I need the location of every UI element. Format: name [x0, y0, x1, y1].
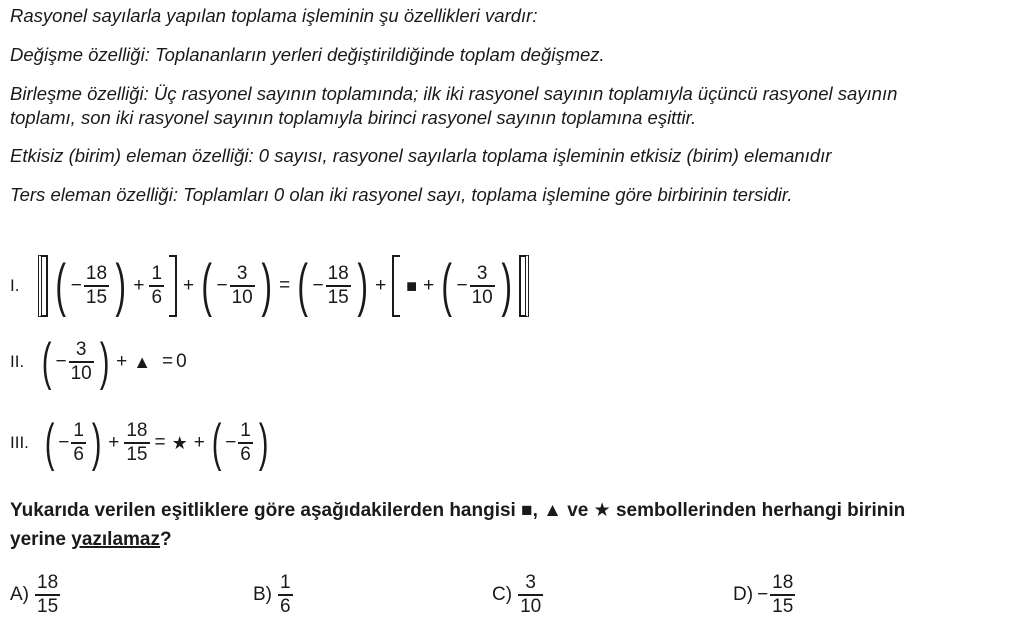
minus-sign: −: [225, 432, 237, 453]
equals-sign: =: [154, 432, 166, 453]
denominator: 15: [772, 595, 794, 617]
minus-sign: −: [456, 275, 468, 296]
numerator: 3: [75, 339, 87, 361]
plus-sign: +: [193, 432, 205, 453]
associative-property: [10, 82, 1025, 130]
numerator: 18: [37, 572, 59, 593]
minus-sign: −: [70, 275, 82, 296]
option-b[interactable]: [253, 572, 295, 618]
left-paren: (: [211, 414, 222, 472]
equation-label: II.: [10, 352, 25, 371]
right-paren: ): [258, 414, 269, 472]
left-paren: (: [201, 253, 213, 318]
option-letter: D): [733, 583, 754, 605]
denominator: 6: [73, 443, 84, 465]
denominator: 15: [126, 443, 148, 465]
left-paren: (: [44, 414, 55, 472]
denominator: 10: [231, 286, 253, 308]
right-paren: ): [99, 333, 110, 391]
triangle-symbol: ▲: [133, 351, 152, 372]
plus-sign: +: [108, 432, 120, 453]
minus-sign: −: [58, 432, 70, 453]
numerator: 1: [240, 420, 251, 442]
right-bracket: [519, 255, 529, 317]
left-paren: (: [441, 253, 453, 318]
fraction: [71, 420, 86, 466]
question-text: [10, 496, 1030, 554]
denominator: 6: [240, 443, 251, 465]
equation-3: [10, 414, 272, 472]
left-bracket: [38, 255, 48, 317]
equation-1: [10, 255, 532, 317]
minus-sign: −: [55, 351, 67, 372]
equation-2: [10, 333, 187, 391]
question-line-2-start: yerine: [10, 529, 72, 550]
numerator: 18: [327, 263, 349, 285]
right-paren: ): [357, 253, 368, 318]
option-d[interactable]: [733, 572, 797, 618]
plus-sign: +: [375, 275, 387, 296]
option-letter: A): [10, 583, 29, 605]
option-c[interactable]: [492, 572, 545, 618]
fraction: [470, 263, 495, 309]
commutative-property: Değişme özelliği: Toplananların yerleri değiştirildiğinde toplam değişmez.: [10, 44, 605, 65]
option-fraction: [770, 572, 795, 618]
equals-sign: =: [162, 351, 174, 372]
equals-sign: =: [279, 275, 291, 296]
denominator: 10: [70, 362, 92, 384]
right-paren: ): [115, 253, 127, 318]
intro-text: [10, 4, 1025, 222]
fraction: [230, 263, 255, 309]
fraction: [69, 339, 94, 385]
fraction: [84, 263, 109, 309]
denominator: 10: [520, 595, 542, 617]
inverse-property: Ters eleman özelliği: Toplamları 0 olan iki rasyonel sayı, toplama işlemine göre birbirinin tersidir.: [10, 184, 793, 205]
option-letter: B): [253, 583, 272, 605]
question-line-1: Yukarıda verilen eşitliklere göre aşağıdakilerden hangisi ■, ▲ ve ★ sembollerinden herhangi birinin: [10, 500, 906, 521]
fraction: [149, 263, 164, 309]
left-paren: (: [297, 253, 309, 318]
left-paren: (: [55, 253, 67, 318]
numerator: 1: [73, 420, 84, 442]
question-mark: ?: [160, 529, 172, 550]
numerator: 18: [126, 420, 148, 442]
numerator: 18: [772, 572, 794, 593]
numerator: 18: [85, 263, 108, 285]
associative-line-1: Birleşme özelliği: Üç rasyonel sayının toplamında; ilk iki rasyonel sayının toplamıyla üçüncü rasyonel sayının: [10, 83, 898, 104]
plus-sign: +: [183, 275, 195, 296]
equation-label: III.: [10, 433, 29, 452]
right-paren: ): [501, 253, 512, 318]
option-fraction: [278, 572, 293, 618]
right-paren: ): [91, 414, 102, 472]
right-paren: ): [261, 253, 272, 318]
denominator: 15: [85, 286, 108, 308]
numerator: 1: [151, 263, 163, 285]
star-symbol: ★: [171, 432, 188, 453]
denominator: 6: [280, 595, 291, 617]
denominator: 6: [151, 286, 163, 308]
question-underlined-word: yazılamaz: [71, 529, 160, 550]
fraction: [124, 420, 149, 466]
option-fraction: [518, 572, 543, 618]
numerator: 1: [280, 572, 291, 593]
option-fraction: [35, 572, 60, 618]
right-bracket: [169, 255, 177, 317]
square-symbol: ■: [406, 275, 418, 296]
numerator: 3: [236, 263, 248, 285]
denominator: 10: [471, 286, 493, 308]
associative-line-2: toplamı, son iki rasyonel sayının toplamıyla birinci rasyonel sayının toplamına eşittir.: [10, 107, 697, 128]
option-letter: C): [492, 583, 513, 605]
numerator: 3: [525, 572, 536, 593]
option-sign: −: [757, 583, 769, 605]
numerator: 3: [476, 263, 488, 285]
plus-sign: +: [133, 275, 145, 296]
identity-property: Etkisiz (birim) eleman özelliği: 0 sayısı, rasyonel sayılarla toplama işleminin etkisiz (birim) elemanıdır: [10, 145, 832, 166]
equation-label: I.: [10, 276, 20, 295]
denominator: 15: [37, 595, 59, 617]
left-bracket: [392, 255, 400, 317]
fraction: [326, 263, 351, 309]
intro-line: Rasyonel sayılarla yapılan toplama işleminin şu özellikleri vardır:: [10, 5, 538, 26]
plus-sign: +: [423, 275, 435, 296]
denominator: 15: [327, 286, 349, 308]
fraction: [238, 420, 253, 466]
left-paren: (: [42, 333, 52, 391]
option-a[interactable]: [10, 572, 62, 618]
minus-sign: −: [216, 275, 228, 296]
rhs-value: 0: [176, 351, 187, 372]
minus-sign: −: [312, 275, 324, 296]
plus-sign: +: [116, 351, 128, 372]
